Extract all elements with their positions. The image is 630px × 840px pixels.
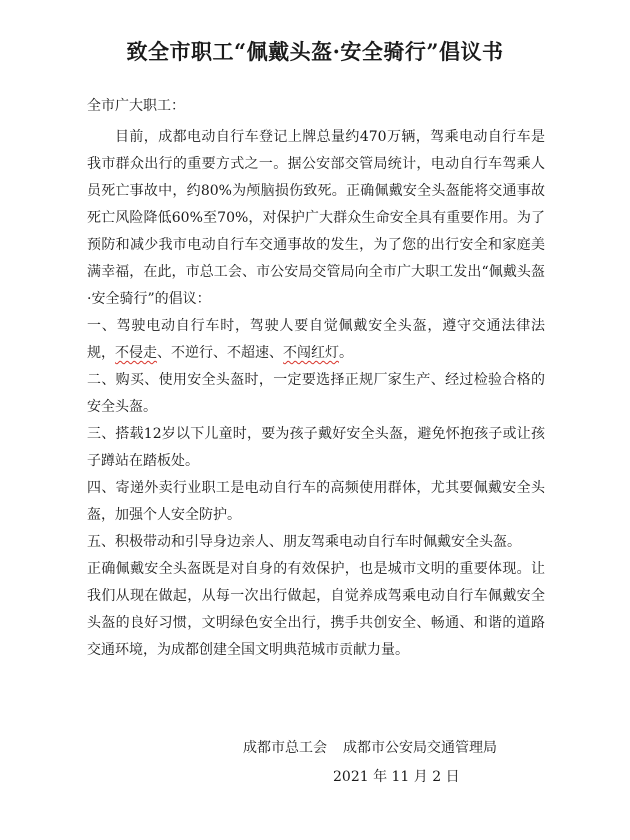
proposal-item-1-end: 。 xyxy=(339,345,353,361)
signatory-union: 成都市总工会 xyxy=(243,740,327,756)
proposal-item-1-text: 一、驾驶电动自行车时，驾驶人要自觉佩戴安全头盔，遵守交通法律法规， xyxy=(87,318,545,361)
spellcheck-flag-2: 不闯红灯 xyxy=(283,345,339,361)
proposal-item-5: 五、积极带动和引导身边亲人、朋友驾乘电动自行车时佩戴安全头盔。 xyxy=(87,534,521,550)
proposal-item-3: 三、搭载12岁以下儿童时，要为孩子戴好安全头盔，避免怀抱孩子或让孩子蹲站在踏板处。 xyxy=(87,426,545,469)
intro-paragraph: 目前，成都电动自行车登记上牌总量约470万辆，驾乘电动自行车是我市群众出行的重要方式之一。据公安部交管局统计，电动自行车驾乘人员死亡事故中，约80%为颅脑损伤致死。正确佩戴安全头盔能将交通事故死亡风险降低60%至70%，对保护广大群众生命安全具有重要作用。为了预防和减少我市电动自行车交通事故的发生，为了您的出行安全和家庭美满幸福，在此，市总工会、市公安局交管局向全市广大职工发出“佩戴头盔·安全骑行”的倡议： xyxy=(87,129,545,307)
proposal-item-1-mid: 、不逆行、不超速、 xyxy=(157,345,283,361)
signature-line xyxy=(243,737,497,757)
document-date: 2021 年 11 月 2 日 xyxy=(333,769,460,785)
document-body xyxy=(87,124,545,664)
closing-paragraph: 正确佩戴安全头盔既是对自身的有效保护，也是城市文明的重要体现。让我们从现在做起，从每一次出行做起，自觉养成驾乘电动自行车佩戴安全头盔的良好习惯，文明绿色安全出行，携手共创安全、畅通、和谐的道路交通环境，为成都创建全国文明典范城市贡献力量。 xyxy=(87,561,545,658)
document-title: 致全市职工“佩戴头盔·安全骑行”倡议书 xyxy=(126,39,504,64)
salutation: 全市广大职工： xyxy=(87,98,185,114)
proposal-item-1 xyxy=(87,313,545,367)
spellcheck-flag-1: 不侵走 xyxy=(115,345,157,361)
proposal-item-4: 四、寄递外卖行业职工是电动自行车的高频使用群体，尤其要佩戴安全头盔，加强个人安全防护。 xyxy=(87,480,545,523)
signatory-traffic-police: 成都市公安局交通管理局 xyxy=(343,740,497,756)
proposal-item-2: 二、购买、使用安全头盔时，一定要选择正规厂家生产、经过检验合格的安全头盔。 xyxy=(87,372,545,415)
